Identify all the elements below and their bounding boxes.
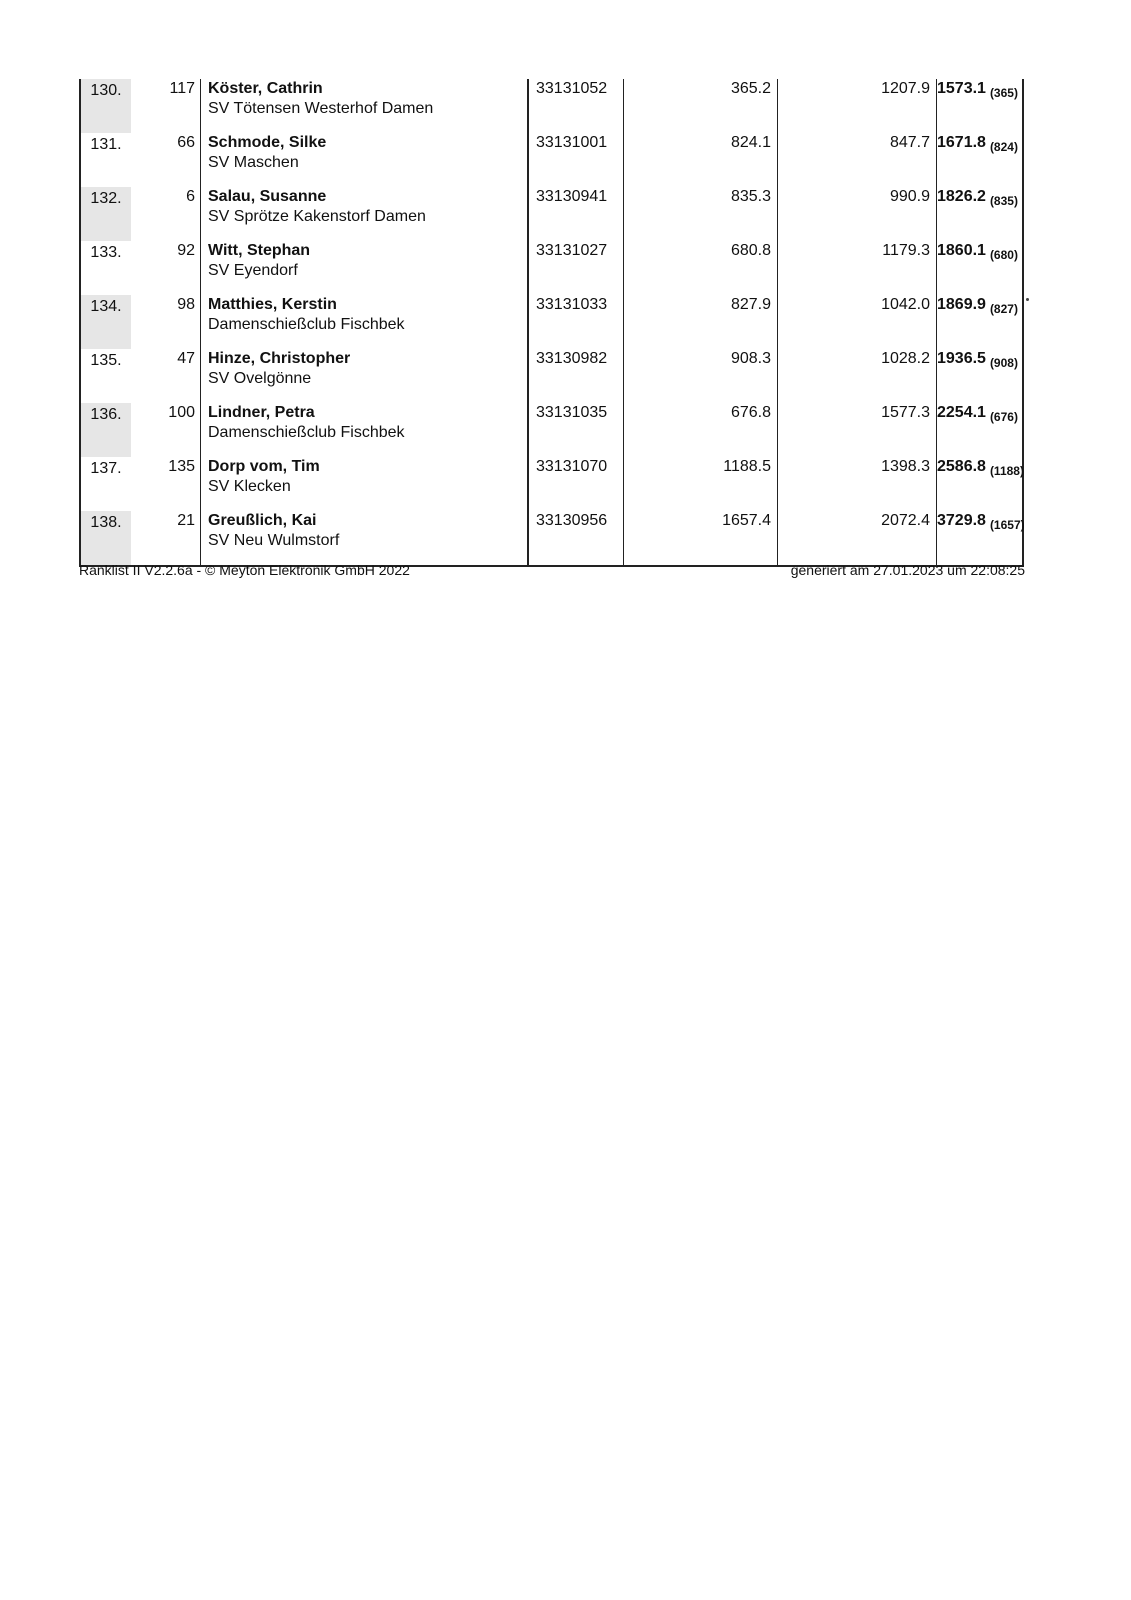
table-row bbox=[80, 403, 1023, 457]
place-cell: 130. bbox=[80, 79, 131, 133]
shooter-name: Köster, Cathrin bbox=[208, 80, 323, 97]
shooter-name: Lindner, Petra bbox=[208, 404, 315, 421]
shooter-name: Matthies, Kerstin bbox=[208, 296, 337, 313]
id-cell: 33130941 bbox=[528, 187, 624, 241]
total-sub-value: (827) bbox=[989, 302, 1018, 316]
id-cell: 33131035 bbox=[528, 403, 624, 457]
club-name: Damenschießclub Fischbek bbox=[208, 316, 405, 333]
total-value: 2586.8 bbox=[937, 458, 986, 475]
id-cell: 33131027 bbox=[528, 241, 624, 295]
table-row bbox=[80, 457, 1023, 511]
start-number-cell: 6 bbox=[131, 187, 201, 241]
place-cell: 133. bbox=[90, 244, 122, 261]
id-cell: 33131070 bbox=[528, 457, 624, 511]
table-row bbox=[80, 511, 1023, 566]
club-name: SV Neu Wulmstorf bbox=[208, 532, 340, 549]
table-row bbox=[80, 349, 1023, 403]
shooter-cell bbox=[201, 403, 529, 457]
club-name: SV Ovelgönne bbox=[208, 370, 312, 387]
total-value: 1936.5 bbox=[937, 350, 986, 367]
start-number-cell: 47 bbox=[131, 349, 201, 403]
results-table bbox=[79, 79, 1024, 567]
value2-cell: 1207.9 bbox=[778, 79, 937, 133]
value1-cell: 835.3 bbox=[624, 187, 778, 241]
value2-cell: 1042.0 bbox=[778, 295, 937, 349]
value1-cell: 824.1 bbox=[624, 133, 778, 187]
id-cell: 33131052 bbox=[528, 79, 624, 133]
club-name: SV Sprötze Kakenstorf Damen bbox=[208, 208, 426, 225]
place-cell: 132. bbox=[80, 187, 131, 241]
total-sub-value: (1188) bbox=[989, 464, 1024, 478]
total-cell bbox=[937, 457, 1024, 511]
total-value: 1869.9 bbox=[937, 296, 986, 313]
footer-version-text: Ranklist II V2.2.6a - © Meyton Elektronik GmbH 2022 bbox=[79, 562, 410, 578]
start-number-cell: 92 bbox=[131, 241, 201, 295]
value2-cell: 1028.2 bbox=[778, 349, 937, 403]
total-cell bbox=[937, 295, 1024, 349]
shooter-cell bbox=[201, 187, 529, 241]
id-cell: 33131001 bbox=[528, 133, 624, 187]
footer-generated-text: generiert am 27.01.2023 um 22:08:25 bbox=[790, 562, 1025, 578]
total-cell bbox=[937, 511, 1024, 566]
value2-cell: 1398.3 bbox=[778, 457, 937, 511]
place-cell: 134. bbox=[80, 295, 131, 349]
shooter-name: Schmode, Silke bbox=[208, 134, 327, 151]
id-cell: 33131033 bbox=[528, 295, 624, 349]
shooter-name: Witt, Stephan bbox=[208, 242, 311, 259]
value2-cell: 847.7 bbox=[778, 133, 937, 187]
value1-cell: 676.8 bbox=[624, 403, 778, 457]
start-number-cell: 100 bbox=[131, 403, 201, 457]
total-sub-value: (824) bbox=[989, 140, 1018, 154]
value1-cell: 680.8 bbox=[624, 241, 778, 295]
total-value: 1671.8 bbox=[937, 134, 986, 151]
total-sub-value: (835) bbox=[989, 194, 1018, 208]
shooter-name: Hinze, Christopher bbox=[208, 350, 351, 367]
start-number-cell: 117 bbox=[131, 79, 201, 133]
club-name: SV Eyendorf bbox=[208, 262, 298, 279]
table-row bbox=[80, 133, 1023, 187]
shooter-cell bbox=[201, 295, 529, 349]
value1-cell: 1657.4 bbox=[624, 511, 778, 566]
start-number-cell: 66 bbox=[131, 133, 201, 187]
start-number-cell: 21 bbox=[131, 511, 201, 566]
place-cell: 131. bbox=[90, 136, 122, 153]
total-sub-value: (676) bbox=[989, 410, 1018, 424]
shooter-name: Dorp vom, Tim bbox=[208, 458, 320, 475]
total-sub-value: (908) bbox=[989, 356, 1018, 370]
club-name: SV Klecken bbox=[208, 478, 291, 495]
id-cell: 33130956 bbox=[528, 511, 624, 566]
place-cell: 135. bbox=[90, 352, 122, 369]
value1-cell: 908.3 bbox=[624, 349, 778, 403]
shooter-name: Salau, Susanne bbox=[208, 188, 327, 205]
value2-cell: 1179.3 bbox=[778, 241, 937, 295]
total-sub-value: (680) bbox=[989, 248, 1018, 262]
total-sub-value: (365) bbox=[989, 86, 1018, 100]
value2-cell: 990.9 bbox=[778, 187, 937, 241]
shooter-cell bbox=[201, 133, 529, 187]
total-cell bbox=[937, 349, 1024, 403]
place-cell: 137. bbox=[90, 460, 122, 477]
shooter-cell bbox=[201, 349, 529, 403]
table-row bbox=[80, 295, 1023, 349]
shooter-cell bbox=[201, 79, 529, 133]
total-cell bbox=[937, 241, 1024, 295]
total-value: 1826.2 bbox=[937, 188, 986, 205]
total-cell bbox=[937, 79, 1024, 133]
table-row bbox=[80, 241, 1023, 295]
value2-cell: 2072.4 bbox=[778, 511, 937, 566]
start-number-cell: 98 bbox=[131, 295, 201, 349]
place-cell: 136. bbox=[80, 403, 131, 457]
id-cell: 33130982 bbox=[528, 349, 624, 403]
table-row bbox=[80, 187, 1023, 241]
value1-cell: 827.9 bbox=[624, 295, 778, 349]
total-cell bbox=[937, 403, 1024, 457]
shooter-cell bbox=[201, 241, 529, 295]
club-name: SV Maschen bbox=[208, 154, 299, 171]
total-value: 3729.8 bbox=[937, 512, 986, 529]
total-sub-value: (1657) bbox=[989, 518, 1025, 532]
value1-cell: 365.2 bbox=[624, 79, 778, 133]
total-cell bbox=[937, 187, 1024, 241]
total-value: 1573.1 bbox=[937, 80, 986, 97]
table-row bbox=[80, 79, 1023, 133]
start-number-cell: 135 bbox=[131, 457, 201, 511]
shooter-cell bbox=[201, 511, 529, 566]
total-value: 1860.1 bbox=[937, 242, 986, 259]
total-cell bbox=[937, 133, 1024, 187]
value1-cell: 1188.5 bbox=[624, 457, 778, 511]
scan-speck bbox=[1026, 298, 1029, 301]
place-cell: 138. bbox=[80, 511, 131, 566]
shooter-cell bbox=[201, 457, 529, 511]
club-name: Damenschießclub Fischbek bbox=[208, 424, 405, 441]
shooter-name: Greußlich, Kai bbox=[208, 512, 317, 529]
total-value: 2254.1 bbox=[937, 404, 986, 421]
value2-cell: 1577.3 bbox=[778, 403, 937, 457]
club-name: SV Tötensen Westerhof Damen bbox=[208, 100, 434, 117]
